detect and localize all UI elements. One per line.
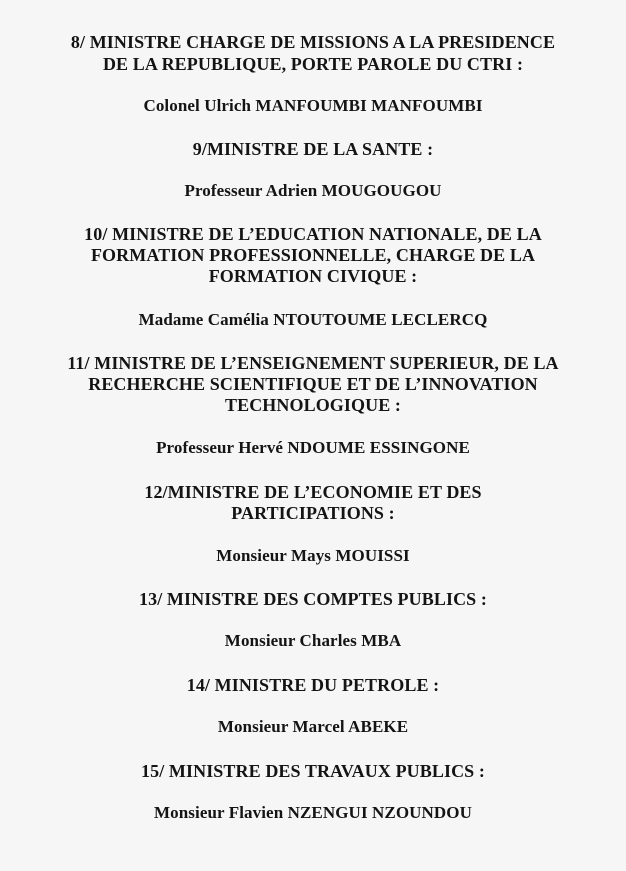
ministry-title-9-line-1: 9/MINISTRE DE LA SANTE : <box>192 139 434 159</box>
minister-name-14: Monsieur Marcel ABEKE <box>217 717 409 736</box>
ministry-title-15-line-1: 15/ MINISTRE DES TRAVAUX PUBLICS : <box>141 761 485 781</box>
ministry-title-10-line-1: 10/ MINISTRE DE L’EDUCATION NATIONALE, DE LA <box>84 224 542 244</box>
ministry-title-12-line-2: PARTICIPATIONS : <box>231 503 395 523</box>
ministry-title-14-line-1: 14/ MINISTRE DU PETROLE : <box>186 675 440 695</box>
minister-name-9: Professeur Adrien MOUGOUGOU <box>184 181 442 200</box>
ministry-title-11-line-2: RECHERCHE SCIENTIFIQUE ET DE L’INNOVATION <box>88 374 538 394</box>
minister-name-13: Monsieur Charles MBA <box>224 631 402 650</box>
ministry-title-8-line-2: DE LA REPUBLIQUE, PORTE PAROLE DU CTRI : <box>102 54 524 74</box>
minister-name-12: Monsieur Mays MOUISSI <box>216 546 410 565</box>
ministry-title-10-line-3: FORMATION CIVIQUE : <box>208 266 418 286</box>
ministry-title-8-line-1: 8/ MINISTRE CHARGE DE MISSIONS A LA PRESIDENCE <box>70 32 556 52</box>
minister-name-8: Colonel Ulrich MANFOUMBI MANFOUMBI <box>143 96 483 115</box>
ministry-title-11-line-3: TECHNOLOGIQUE : <box>224 395 402 415</box>
ministry-title-11-line-1: 11/ MINISTRE DE L’ENSEIGNEMENT SUPERIEUR, DE LA <box>67 353 559 373</box>
ministry-title-12-line-1: 12/MINISTRE DE L’ECONOMIE ET DES <box>144 482 482 502</box>
minister-name-10: Madame Camélia NTOUTOUME LECLERCQ <box>138 310 488 329</box>
minister-name-15: Monsieur Flavien NZENGUI NZOUNDOU <box>154 803 472 822</box>
ministry-title-13-line-1: 13/ MINISTRE DES COMPTES PUBLICS : <box>139 589 487 609</box>
minister-name-11: Professeur Hervé NDOUME ESSINGONE <box>156 438 470 457</box>
ministry-title-10-line-2: FORMATION PROFESSIONNELLE, CHARGE DE LA <box>90 245 536 265</box>
